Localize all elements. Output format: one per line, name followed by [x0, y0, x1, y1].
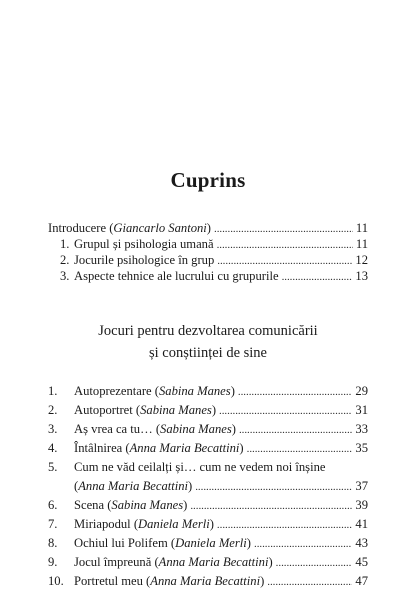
- toc-entry-title: Ochiul lui Polifem (Daniela Merli): [74, 536, 251, 550]
- leader-dots: [239, 421, 352, 439]
- toc-row: [48, 420, 368, 438]
- toc-entry-title: Grupul și psihologia umană: [74, 237, 214, 251]
- toc-page-number: 11: [355, 237, 368, 251]
- toc-entry-title: (Anna Maria Becattini): [74, 479, 193, 493]
- section-title-line-2: și conștiinței de sine: [149, 345, 267, 361]
- toc-entry-title: Cum ne văd ceilalți și… cum ne vedem noi înșine: [74, 460, 326, 474]
- toc-row: [48, 572, 368, 590]
- leader-dots: [195, 478, 352, 496]
- toc-row: [48, 534, 368, 552]
- toc-page-number: 35: [355, 441, 368, 455]
- toc-row: [48, 439, 368, 457]
- toc-entry-number: 6.: [48, 498, 58, 512]
- toc-entry-number: 5.: [48, 460, 58, 474]
- toc-row: [48, 496, 368, 514]
- leader-dots: [247, 440, 353, 458]
- toc-row: [48, 515, 368, 533]
- leader-dots: [217, 516, 352, 534]
- toc-entry-number: 8.: [48, 536, 58, 550]
- toc-row: [48, 553, 368, 571]
- leader-dots: [238, 383, 353, 401]
- toc-entry-number: 7.: [48, 517, 58, 531]
- leader-dots: [219, 402, 352, 420]
- toc-page-number: 39: [355, 498, 368, 512]
- toc-page-number: 41: [355, 517, 368, 531]
- toc-entry-number: 2.: [48, 403, 58, 417]
- toc-entry-title: Scena (Sabina Manes): [74, 498, 188, 512]
- toc-page-number: 45: [355, 555, 368, 569]
- toc-entry-title: Portretul meu (Anna Maria Becattini): [74, 574, 265, 588]
- leader-dots: [190, 497, 352, 515]
- leader-dots: [282, 268, 353, 286]
- toc-page-number: 43: [355, 536, 368, 550]
- toc-page-number: 29: [355, 384, 368, 398]
- leader-dots: [276, 554, 353, 572]
- toc-entry-title: Autoprezentare (Sabina Manes): [74, 384, 235, 398]
- toc-entry-number: 4.: [48, 441, 58, 455]
- toc-entry-number: 3.: [60, 269, 70, 283]
- toc-entry-title: Întâlnirea (Anna Maria Becattini): [74, 441, 244, 455]
- toc-entry-title: Introducere (Giancarlo Santoni): [48, 221, 211, 235]
- page-title: Cuprins: [170, 168, 246, 192]
- toc-row: [48, 401, 368, 419]
- toc-page-number: 13: [355, 269, 368, 283]
- toc-row: [48, 458, 368, 476]
- toc-page-number: 12: [355, 253, 368, 267]
- toc-page-number: 33: [355, 422, 368, 436]
- toc-row-intro-3: [60, 267, 368, 285]
- toc-entry-title: Jocurile psihologice în grup: [74, 253, 215, 267]
- toc-entry-number: 2.: [60, 253, 70, 267]
- toc-page-number: 31: [355, 403, 368, 417]
- toc-page-number: 37: [355, 479, 368, 493]
- toc-row: [48, 382, 368, 400]
- toc-entry-number: 9.: [48, 555, 58, 569]
- section-title-line-1: Jocuri pentru dezvoltarea comunicării: [98, 323, 318, 339]
- toc-entry-number: 1.: [48, 384, 58, 398]
- toc-entry-title: Jocul împreună (Anna Maria Becattini): [74, 555, 273, 569]
- toc-entry-number: 3.: [48, 422, 58, 436]
- leader-dots: [254, 535, 352, 553]
- toc-page-number: 47: [355, 574, 368, 588]
- toc-row-continued: [74, 477, 368, 495]
- toc-entry-title: Aspecte tehnice ale lucrului cu grupurile: [74, 269, 279, 283]
- leader-dots: [267, 573, 352, 591]
- toc-entry-number: 1.: [60, 237, 70, 251]
- toc-entry-title: Miriapodul (Daniela Merli): [74, 517, 214, 531]
- toc-entry-title: Autoportret (Sabina Manes): [74, 403, 217, 417]
- toc-entry-title: Aș vrea ca tu… (Sabina Manes): [74, 422, 236, 436]
- toc-entry-number: 10.: [48, 574, 64, 588]
- toc-page-number: 11: [355, 221, 368, 235]
